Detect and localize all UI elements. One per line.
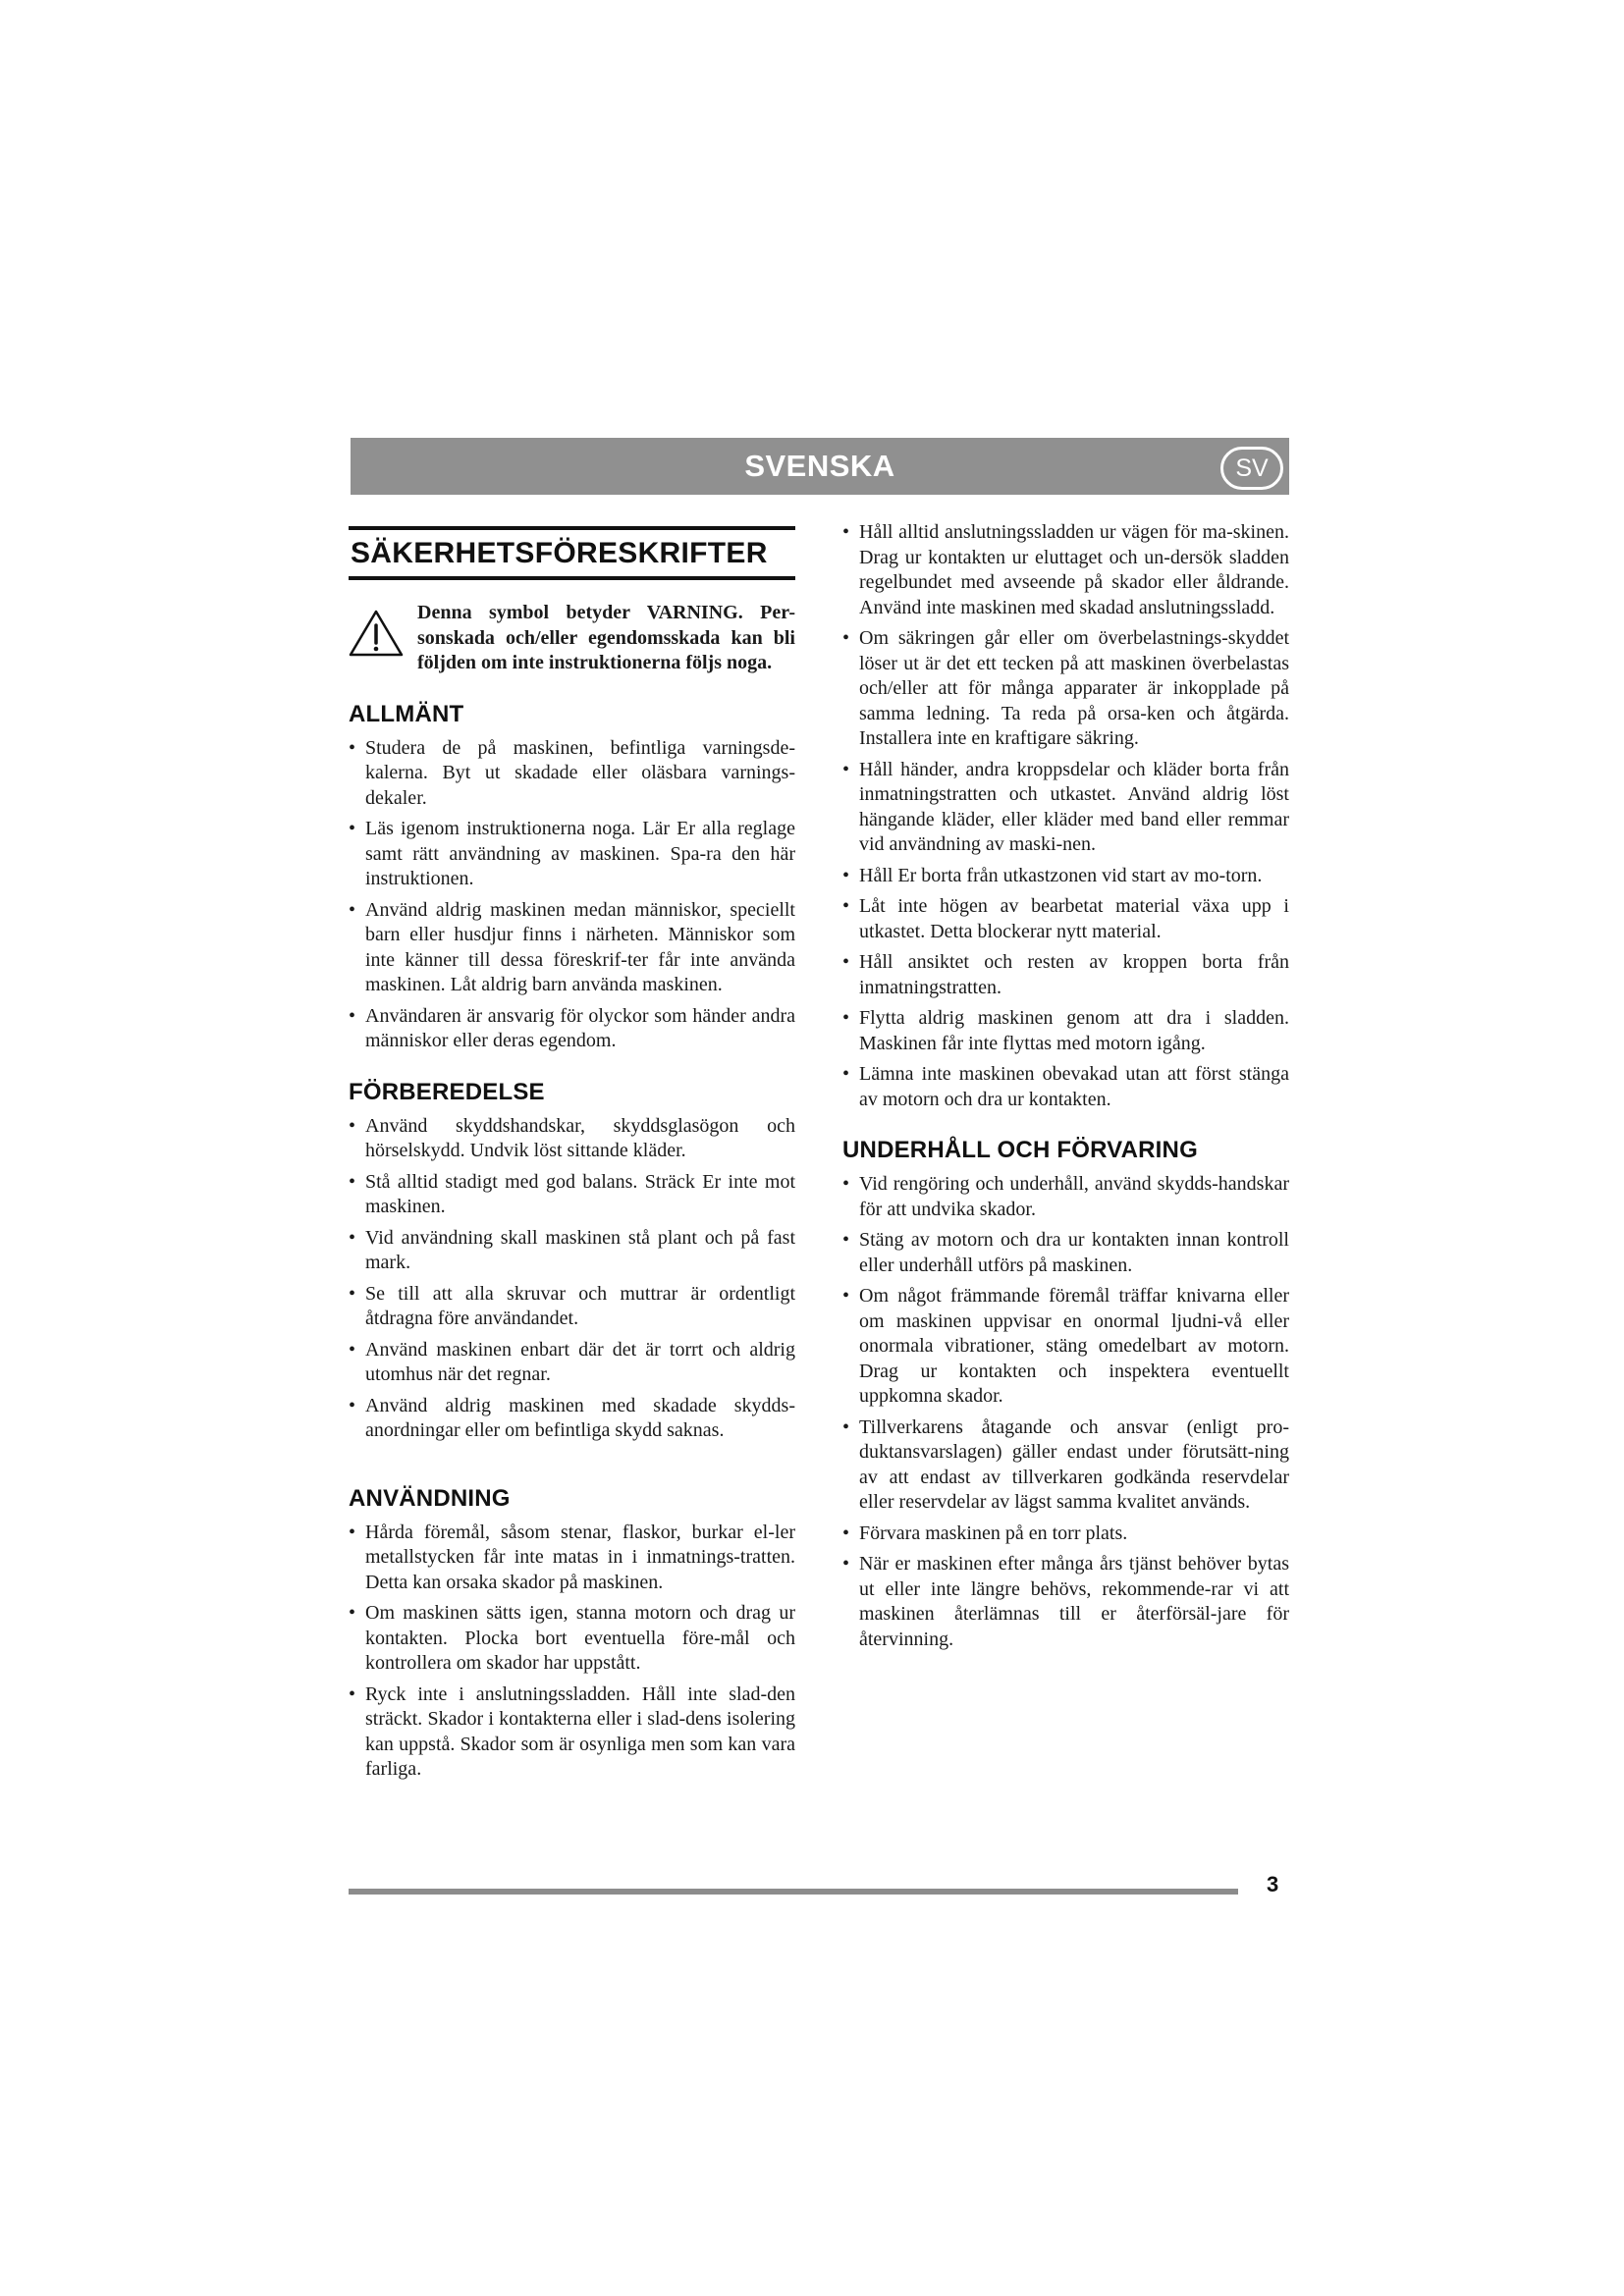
list-item: • Håll alltid anslutningssladden ur vägen för ma-skinen. Drag ur kontakten ur eluttaget och un-dersök sladden regelbundet med avseende på skador eller åldrande. Använd inte maskinen med skadad anslutningssladd.	[842, 520, 1289, 620]
list-item: • Använd aldrig maskinen medan människor, speciellt barn eller husdjur finns i närheten. Människor som inte känner till dessa föreskrif-ter får inte använda maskinen. Låt aldrig barn använda maskinen.	[349, 898, 795, 998]
section-heading-anvandning: ANVÄNDNING	[349, 1484, 511, 1512]
section-heading-forberedelse: FÖRBEREDELSE	[349, 1078, 545, 1105]
list-item: • Förvara maskinen på en torr plats.	[842, 1522, 1289, 1547]
list-item: • Ryck inte i anslutningssladden. Håll inte slad-den sträckt. Skador i kontakterna eller i slad-dens isolering kan uppstå. Skador som är osynliga men som kan vara farliga.	[349, 1682, 795, 1783]
list-item: • Stå alltid stadigt med god balans. Sträck Er inte mot maskinen.	[349, 1170, 795, 1220]
list-item: • Hårda föremål, såsom stenar, flaskor, burkar el-ler metallstycken får inte matas in i inmatnings-tratten. Detta kan orsaka skador på maskinen.	[349, 1521, 795, 1596]
list-item: • Användaren är ansvarig för olyckor som händer andra människor eller deras egendom.	[349, 1004, 795, 1054]
list-item: • Använd aldrig maskinen med skadade skydds-anordningar eller om befintliga skydd saknas.	[349, 1394, 795, 1444]
warning-triangle-icon	[349, 601, 406, 676]
section-heading-allmant: ALLMÄNT	[349, 700, 464, 727]
list-item: • Stäng av motorn och dra ur kontakten innan kontroll eller underhåll utförs på maskinen.	[842, 1228, 1289, 1278]
list-allmant	[349, 736, 795, 1054]
list-item: • Håll händer, andra kroppsdelar och kläder borta från inmatningstratten och utkastet. Använd aldrig löst hängande kläder, eller kläder med band eller remmar vid användning av maski-nen.	[842, 758, 1289, 858]
list-item: • Flytta aldrig maskinen genom att dra i sladden. Maskinen får inte flyttas med motorn igång.	[842, 1006, 1289, 1056]
list-underhall	[842, 1172, 1289, 1652]
page-number: 3	[1267, 1872, 1279, 1896]
footer-rule	[349, 1889, 1238, 1895]
list-anvandning	[349, 1521, 795, 1783]
list-item: • Tillverkarens åtagande och ansvar (enligt pro-duktansvarslagen) gäller endast under förutsätt-ning av att endast av tillverkaren godkända reservdelar eller reservdelar av lägst samma kvalitet används.	[842, 1415, 1289, 1516]
list-item: • Läs igenom instruktionerna noga. Lär Er alla reglage samt rätt användning av maskinen. Spa-ra den här instruktionen.	[349, 817, 795, 892]
warning-text: Denna symbol betyder VARNING. Per-sonskada och/eller egendomsskada kan bli följden om inte instruktionerna följs noga.	[417, 602, 795, 673]
list-item: • Vid användning skall maskinen stå plant och på fast mark.	[349, 1226, 795, 1276]
list-forberedelse	[349, 1114, 795, 1444]
right-column	[842, 520, 1289, 1658]
list-item: • Vid rengöring och underhåll, använd skydds-handskar för att undvika skador.	[842, 1172, 1289, 1222]
main-heading: SÄKERHETSFÖRESKRIFTER	[349, 526, 795, 580]
section-heading-underhall: UNDERHÅLL OCH FÖRVARING	[842, 1137, 1198, 1163]
list-item: • När er maskinen efter många års tjänst behöver bytas ut eller inte längre behövs, rekommende-rar vi att maskinen återlämnas till er återförsäl-jare för återvinning.	[842, 1552, 1289, 1652]
list-item: • Om något främmande föremål träffar knivarna eller om maskinen uppvisar en onormal ljudni-vå eller onormala vibrationer, stäng omedelbart av motorn. Drag ur kontakten och inspektera eventuellt uppkomna skador.	[842, 1284, 1289, 1410]
language-title: SVENSKA	[744, 449, 895, 483]
list-anvandning-continued	[842, 520, 1289, 1112]
warning-notice	[349, 601, 795, 676]
list-item: • Se till att alla skruvar och muttrar är ordentligt åtdragna före användandet.	[349, 1282, 795, 1332]
list-item: • Lämna inte maskinen obevakad utan att först stänga av motorn och dra ur kontakten.	[842, 1062, 1289, 1112]
list-item: • Låt inte högen av bearbetat material växa upp i utkastet. Detta blockerar nytt material.	[842, 894, 1289, 944]
list-item: • Använd skyddshandskar, skyddsglasögon och hörselskydd. Undvik löst sittande kläder.	[349, 1114, 795, 1164]
list-item: • Om säkringen går eller om överbelastnings-skyddet löser ut är det ett tecken på att maskinen överbelastas och/eller att för många apparater är inkopplade på samma ledning. Ta reda på orsa-ken och åtgärda. Installera inte en kraftigare säkring.	[842, 626, 1289, 752]
language-header-bar	[351, 438, 1289, 495]
list-item: • Om maskinen sätts igen, stanna motorn och drag ur kontakten. Plocka bort eventuella före-mål och kontrollera om skador har uppstått.	[349, 1601, 795, 1677]
list-item: • Använd maskinen enbart där det är torrt och aldrig utomhus när det regnar.	[349, 1338, 795, 1388]
list-item: • Håll Er borta från utkastzonen vid start av mo-torn.	[842, 864, 1289, 889]
list-item: • Håll ansiktet och resten av kroppen borta från inmatningstratten.	[842, 950, 1289, 1000]
language-badge: SV	[1220, 447, 1283, 490]
left-column	[349, 524, 795, 1789]
list-item: • Studera de på maskinen, befintliga varningsde-kalerna. Byt ut skadade eller oläsbara varnings-dekaler.	[349, 736, 795, 812]
